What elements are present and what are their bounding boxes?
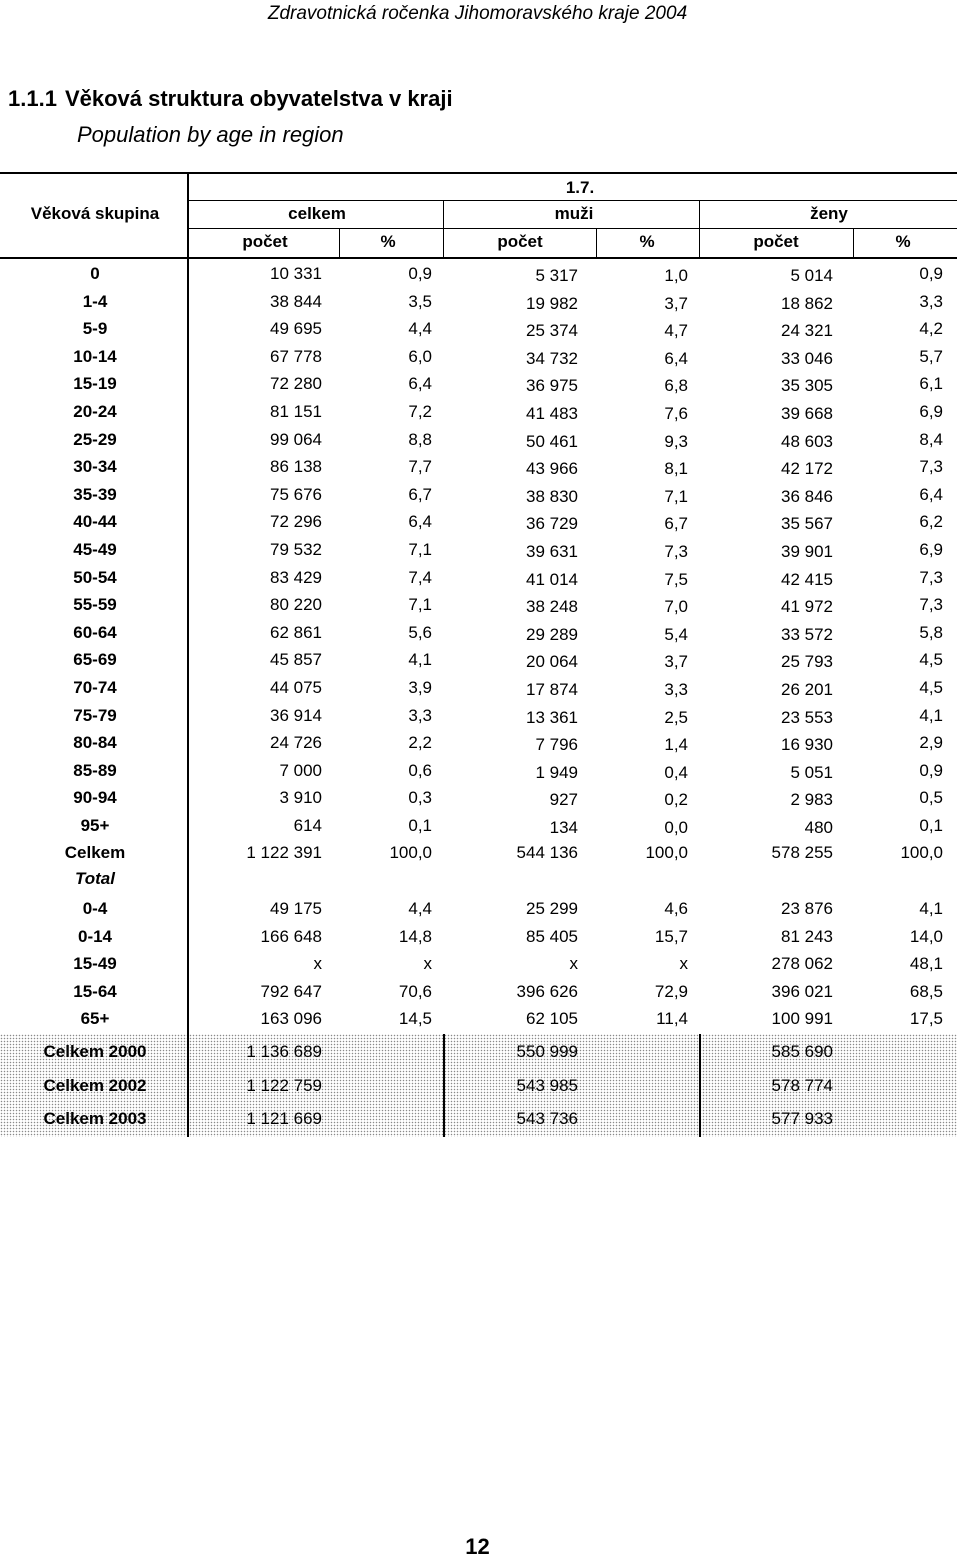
table-cell: 6,8 — [664, 376, 688, 395]
table-cell: 0,3 — [408, 788, 432, 807]
table-cell: 16 930 — [781, 735, 833, 754]
table-cell: x — [313, 954, 322, 973]
subcolumn-header: % — [380, 232, 396, 251]
table-cell: 4,6 — [664, 899, 688, 918]
table-cell: 43 966 — [526, 459, 578, 478]
table-cell: 5 051 — [790, 763, 833, 782]
table-cell: 15,7 — [654, 927, 688, 946]
table-cell: 41 483 — [526, 404, 578, 423]
table-cell: 0,9 — [408, 264, 432, 283]
table-cell: 396 021 — [771, 982, 833, 1001]
table-cell: 38 248 — [526, 597, 578, 616]
aggregate-row-label: 15-49 — [73, 954, 117, 973]
table-cell: 0,9 — [919, 264, 943, 283]
table-cell: 80 220 — [270, 595, 322, 614]
table-cell: 36 914 — [270, 706, 322, 725]
table-cell: 2,2 — [408, 733, 432, 752]
table-cell: 577 933 — [771, 1109, 833, 1128]
table-cell: 6,0 — [408, 347, 432, 366]
table-cell: 6,4 — [664, 349, 688, 368]
table-cell: 3,9 — [408, 678, 432, 697]
running-header: Zdravotnická ročenka Jihomoravského kraje 2004 — [267, 3, 688, 24]
table-cell: 48 603 — [781, 432, 833, 451]
table-cell: 42 415 — [781, 570, 833, 589]
table-cell: 10 331 — [270, 264, 322, 283]
table-cell: 17 874 — [526, 680, 578, 699]
section-number: 1.1.1 — [8, 86, 57, 111]
table-cell: 5,7 — [919, 347, 943, 366]
table-cell: 5,8 — [919, 623, 943, 642]
table-cell: 0,2 — [664, 790, 688, 809]
table-cell: 480 — [804, 818, 833, 837]
table-cell: 23 876 — [781, 899, 833, 918]
total-row-label-en: Total — [75, 869, 115, 888]
table-cell: 4,5 — [919, 650, 943, 669]
table-cell: 62 105 — [526, 1009, 578, 1028]
table-cell: 50 461 — [526, 432, 578, 451]
table-cell: 7,3 — [664, 542, 688, 561]
table-cell: 8,8 — [408, 430, 432, 449]
table-cell: 550 999 — [516, 1042, 578, 1061]
page-number: 12 — [465, 1534, 490, 1559]
table-cell: 7,3 — [919, 457, 943, 476]
subcolumn-divider — [699, 229, 700, 257]
table-cell: 0,1 — [408, 816, 432, 835]
subcolumn-header: % — [639, 232, 655, 251]
table-cell: 6,4 — [408, 374, 432, 393]
table-cell: 11,4 — [656, 1009, 688, 1028]
table-cell: 7,1 — [408, 595, 432, 614]
table-cell: 1 949 — [535, 763, 578, 782]
age-group-label: 90-94 — [73, 788, 117, 807]
aggregate-row-label: 65+ — [80, 1009, 110, 1028]
table-cell: 396 626 — [516, 982, 578, 1001]
table-cell: 34 732 — [526, 349, 578, 368]
table-cell: 3,3 — [408, 706, 432, 725]
table-cell: 5 317 — [535, 266, 578, 285]
age-group-label: 95+ — [80, 816, 110, 835]
table-cell: 23 553 — [781, 708, 833, 727]
table-cell: 8,1 — [664, 459, 688, 478]
table-cell: 4,7 — [664, 321, 688, 340]
table-cell: 6,2 — [919, 512, 943, 531]
age-group-label: 0 — [90, 264, 100, 283]
table-cell: 38 844 — [270, 292, 322, 311]
table-cell: 19 982 — [526, 294, 578, 313]
table-cell: 7,7 — [408, 457, 432, 476]
table-cell: 25 299 — [526, 899, 578, 918]
table-cell: 134 — [549, 818, 578, 837]
age-group-header: Věková skupina — [30, 204, 160, 223]
table-cell: 4,5 — [919, 678, 943, 697]
age-group-label: 70-74 — [73, 678, 117, 697]
table-cell: 7,6 — [664, 404, 688, 423]
table-cell: 99 064 — [270, 430, 322, 449]
table-cell: 2 983 — [790, 790, 833, 809]
table-cell: 1 122 391 — [246, 843, 322, 862]
table-cell: 100,0 — [389, 843, 432, 862]
table-cell: 0,5 — [919, 788, 943, 807]
section-subtitle: Population by age in region — [77, 122, 344, 147]
table-cell: 6,9 — [919, 402, 943, 421]
table-cell: 5,6 — [408, 623, 432, 642]
table-cell: 1,0 — [664, 266, 688, 285]
subcolumn-header: počet — [753, 232, 799, 251]
table-cell: 26 201 — [781, 680, 833, 699]
table-cell: 67 778 — [270, 347, 322, 366]
age-group-label: 20-24 — [73, 402, 117, 421]
table-cell: x — [423, 954, 432, 973]
table-cell: 29 289 — [526, 625, 578, 644]
table-cell: x — [679, 954, 688, 973]
age-group-label: 50-54 — [73, 568, 117, 587]
table-cell: 48,1 — [909, 954, 943, 973]
table-number: 1.7. — [565, 178, 595, 197]
age-group-label: 5-9 — [82, 319, 108, 338]
table-cell: 18 862 — [781, 294, 833, 313]
table-cell: 3,7 — [664, 652, 688, 671]
table-cell: 75 676 — [270, 485, 322, 504]
table-cell: x — [569, 954, 578, 973]
table-cell: 6,4 — [919, 485, 943, 504]
table-cell: 62 861 — [270, 623, 322, 642]
table-cell: 45 857 — [270, 650, 322, 669]
table-cell: 17,5 — [909, 1009, 943, 1028]
age-group-label: 10-14 — [73, 347, 117, 366]
section-title — [8, 86, 453, 112]
table-cell: 39 901 — [781, 542, 833, 561]
subcolumn-divider — [443, 229, 444, 257]
age-group-label: 45-49 — [73, 540, 117, 559]
history-row-label: Celkem 2003 — [43, 1109, 147, 1128]
age-group-label: 40-44 — [73, 512, 117, 531]
table-cell: 41 014 — [526, 570, 578, 589]
table-cell: 0,4 — [664, 763, 688, 782]
table-cell: 3,7 — [664, 294, 688, 313]
subcolumn-header: počet — [242, 232, 288, 251]
table-cell: 70,6 — [398, 982, 432, 1001]
age-group-label: 75-79 — [73, 706, 117, 725]
table-cell: 20 064 — [526, 652, 578, 671]
table-top-rule — [0, 172, 957, 174]
section-title-text: Věková struktura obyvatelstva v kraji — [64, 86, 453, 111]
table-cell: 6,1 — [919, 374, 943, 393]
age-group-label: 60-64 — [73, 623, 117, 642]
table-cell: 35 305 — [781, 376, 833, 395]
age-group-label: 1-4 — [82, 292, 108, 311]
table-cell: 79 532 — [270, 540, 322, 559]
table-cell: 6,9 — [919, 540, 943, 559]
table-cell: 8,4 — [919, 430, 943, 449]
table-cell: 24 726 — [270, 733, 322, 752]
table-cell: 3,5 — [408, 292, 432, 311]
table-cell: 0,0 — [664, 818, 688, 837]
table-cell: 36 975 — [526, 376, 578, 395]
aggregate-row-label: 0-14 — [77, 927, 113, 946]
table-cell: 6,4 — [408, 512, 432, 531]
table-cell: 86 138 — [270, 457, 322, 476]
table-cell: 7,5 — [664, 570, 688, 589]
table-header-rule — [0, 257, 957, 259]
table-cell: 543 985 — [516, 1076, 578, 1095]
table-cell: 5,4 — [664, 625, 688, 644]
column-header-men: muži — [554, 204, 594, 223]
table-cell: 1 122 759 — [246, 1076, 322, 1095]
subcolumn-header: počet — [497, 232, 543, 251]
table-cell: 3 910 — [279, 788, 322, 807]
table-cell: 81 243 — [781, 927, 833, 946]
table-cell: 25 374 — [526, 321, 578, 340]
table-cell: 792 647 — [260, 982, 322, 1001]
table-cell: 14,0 — [909, 927, 943, 946]
table-cell: 4,4 — [408, 899, 432, 918]
table-cell: 72 296 — [270, 512, 322, 531]
table-cell: 0,9 — [919, 761, 943, 780]
table-cell: 6,7 — [408, 485, 432, 504]
table-cell: 44 075 — [270, 678, 322, 697]
history-row-label: Celkem 2000 — [43, 1042, 147, 1061]
table-cell: 614 — [293, 816, 322, 835]
table-cell: 578 774 — [771, 1076, 833, 1095]
table-cell: 2,5 — [664, 708, 688, 727]
table-cell: 38 830 — [526, 487, 578, 506]
table-cell: 81 151 — [270, 402, 322, 421]
table-cell: 578 255 — [771, 843, 833, 862]
table-cell: 49 175 — [270, 899, 322, 918]
age-group-label: 65-69 — [73, 650, 117, 669]
age-group-label: 35-39 — [73, 485, 117, 504]
table-cell: 4,2 — [919, 319, 943, 338]
table-cell: 41 972 — [781, 597, 833, 616]
table-cell: 36 846 — [781, 487, 833, 506]
table-cell: 166 648 — [260, 927, 322, 946]
history-row-label: Celkem 2002 — [43, 1076, 147, 1095]
table-cell: 14,5 — [398, 1009, 432, 1028]
table-cell: 4,1 — [919, 706, 943, 725]
table-cell: 14,8 — [398, 927, 432, 946]
table-cell: 4,1 — [408, 650, 432, 669]
header-inner-rule — [189, 200, 957, 201]
table-cell: 9,3 — [664, 432, 688, 451]
table-cell: 35 567 — [781, 514, 833, 533]
table-cell: 5 014 — [790, 266, 833, 285]
age-group-label: 80-84 — [73, 733, 117, 752]
table-cell: 7,1 — [664, 487, 688, 506]
table-cell: 544 136 — [516, 843, 578, 862]
table-cell: 7,1 — [408, 540, 432, 559]
table-cell: 33 046 — [781, 349, 833, 368]
table-cell: 72 280 — [270, 374, 322, 393]
table-cell: 2,9 — [919, 733, 943, 752]
table-cell: 1,4 — [664, 735, 688, 754]
table-cell: 100,0 — [645, 843, 688, 862]
table-cell: 100 991 — [771, 1009, 833, 1028]
table-cell: 7,3 — [919, 568, 943, 587]
table-cell: 72,9 — [654, 982, 688, 1001]
column-header-total: celkem — [288, 204, 346, 223]
column-header-women: ženy — [810, 204, 848, 223]
aggregate-row-label: 15-64 — [73, 982, 117, 1001]
age-group-label: 85-89 — [73, 761, 117, 780]
table-cell: 25 793 — [781, 652, 833, 671]
table-cell: 7 000 — [279, 761, 322, 780]
table-cell: 927 — [549, 790, 578, 809]
aggregate-row-label: 0-4 — [82, 899, 108, 918]
table-cell: 100,0 — [900, 843, 943, 862]
table-cell: 68,5 — [909, 982, 943, 1001]
table-cell: 4,4 — [408, 319, 432, 338]
table-cell: 1 136 689 — [246, 1042, 322, 1061]
table-cell: 543 736 — [516, 1109, 578, 1128]
table-cell: 3,3 — [664, 680, 688, 699]
table-cell: 39 668 — [781, 404, 833, 423]
table-cell: 3,3 — [919, 292, 943, 311]
table-cell: 0,6 — [408, 761, 432, 780]
age-group-label: 55-59 — [73, 595, 117, 614]
table-cell: 6,7 — [664, 514, 688, 533]
table-cell: 0,1 — [919, 816, 943, 835]
table-cell: 7,0 — [664, 597, 688, 616]
table-cell: 7,2 — [408, 402, 432, 421]
table-cell: 39 631 — [526, 542, 578, 561]
table-cell: 278 062 — [771, 954, 833, 973]
table-cell: 33 572 — [781, 625, 833, 644]
table-cell: 13 361 — [526, 708, 578, 727]
table-cell: 36 729 — [526, 514, 578, 533]
age-group-label: 30-34 — [73, 457, 117, 476]
table-cell: 7,4 — [408, 568, 432, 587]
age-group-label: 15-19 — [73, 374, 117, 393]
table-cell: 4,1 — [919, 899, 943, 918]
header-inner-rule — [189, 228, 957, 229]
table-cell: 49 695 — [270, 319, 322, 338]
table-cell: 85 405 — [526, 927, 578, 946]
table-cell: 585 690 — [771, 1042, 833, 1061]
table-cell: 163 096 — [260, 1009, 322, 1028]
subcolumn-header: % — [895, 232, 911, 251]
age-group-label: 25-29 — [73, 430, 117, 449]
table-cell: 42 172 — [781, 459, 833, 478]
table-cell: 7,3 — [919, 595, 943, 614]
total-row-label: Celkem — [64, 843, 126, 862]
table-cell: 83 429 — [270, 568, 322, 587]
table-cell: 1 121 669 — [246, 1109, 322, 1128]
table-cell: 24 321 — [781, 321, 833, 340]
table-cell: 7 796 — [535, 735, 578, 754]
